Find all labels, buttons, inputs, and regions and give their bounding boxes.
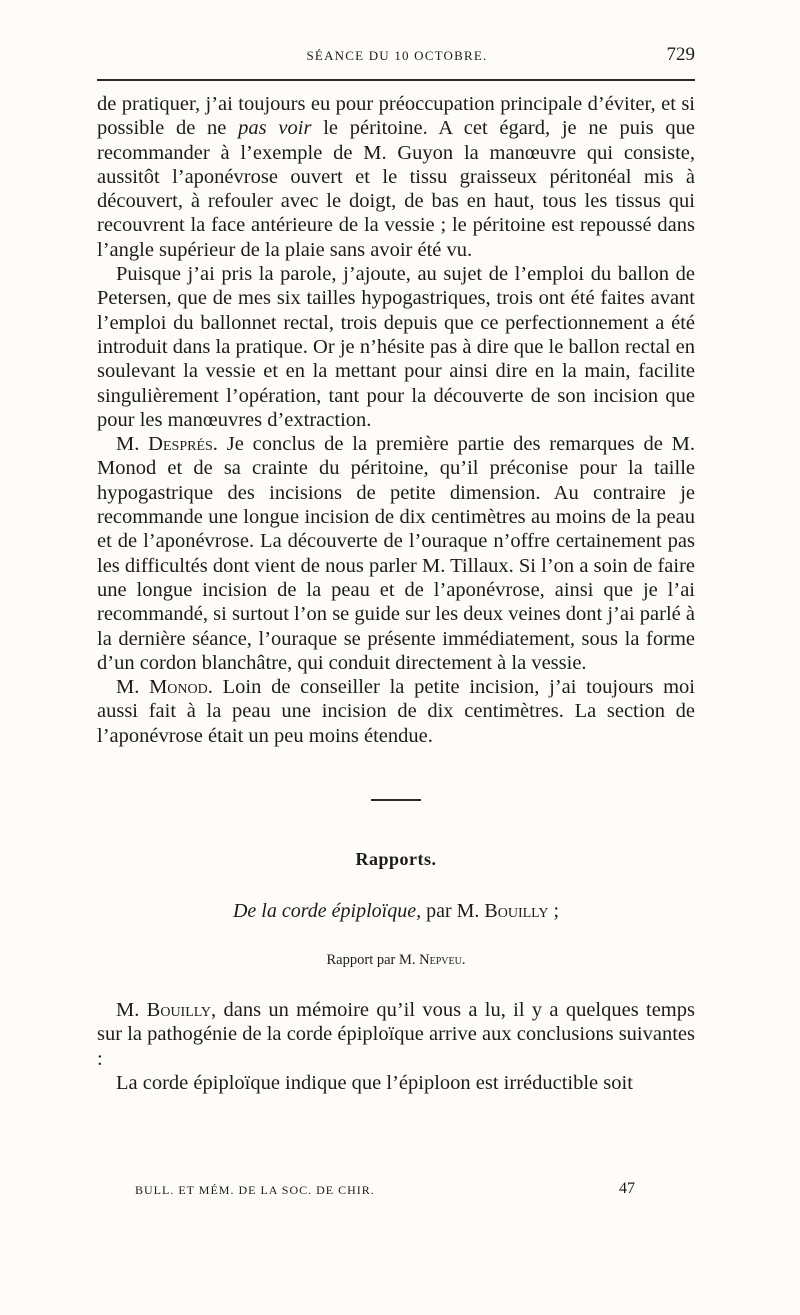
report-title-end: ; <box>548 900 560 923</box>
page-number: 729 <box>666 44 695 65</box>
gathering-number: 47 <box>619 1180 635 1197</box>
rapporteur-name: Nepveu <box>419 951 462 968</box>
header-rule <box>97 79 695 81</box>
report-author: Bouilly <box>484 900 549 923</box>
paragraph-continuation <box>97 92 695 262</box>
report-subtitle <box>97 948 695 972</box>
paragraph-corde: La corde épiploïque indique que l’épiploon est irréductible soit <box>116 1071 633 1094</box>
running-header <box>97 44 697 72</box>
running-title: SÉANCE DU 10 OCTOBRE. <box>306 48 488 63</box>
emphasis-text: pas voir <box>238 117 312 140</box>
page-footer <box>135 1180 645 1203</box>
report-title <box>97 899 695 923</box>
paragraph-text: le péritoine. A cet égard, je ne puis que recommander à l’exemple de M. Guyon la manœuvre qui consiste, aussitôt l’aponévrose ouvert et le tissu graisseux péritonéal mis à découvert, à refouler avec le doigt, de bas en haut, tous les tissus qui recouvrent la face antérieure de la vessie ; le péritoine est repoussé dans l’angle supérieur de la plaie sans avoir été vu. <box>97 117 696 261</box>
paragraph-ballon: Puisque j’ai pris la parole, j’ajoute, au sujet de l’emploi du ballon de Petersen, que de mes six tailles hypogastriques, trois ont été faites avant l’emploi du ballonnet rectal, trois depuis que ce perfectionnement a été introduit dans la pratique. Or je n’hésite pas à dire que le ballon rectal en soulevant la vessie et en la mettant pour ainsi dire en la main, facilite singulièrement l’opération, tant pour la découverte de son incision que pour les manœuvres d’extraction. <box>97 263 695 431</box>
report-sub-end: . <box>461 951 466 968</box>
paragraph-monod <box>97 675 695 748</box>
paragraph-despres <box>97 432 695 675</box>
report-title-by: par M. <box>421 900 485 923</box>
section-title: Rapports. <box>355 849 437 870</box>
paragraph-bouilly <box>97 998 695 1071</box>
section-separator <box>371 799 421 801</box>
report-sub-label: Rapport par M. <box>326 951 420 968</box>
page-body <box>97 92 695 1095</box>
paragraph-text: de pratiquer, j’ai toujours eu pour préoccupation principale d’éviter, et si possible de ne <box>97 93 695 140</box>
journal-signature: BULL. ET MÉM. DE LA SOC. DE CHIR. <box>135 1183 375 1197</box>
paragraph-text: dans un mémoire qu’il vous a lu, il y a quelques temps sur la pathogénie de la corde épiploïque arrive aux conclusions suivantes : <box>97 998 695 1070</box>
report-title-subject: De la corde épiploïque, <box>232 900 422 923</box>
paragraph-text: Loin de conseiller la petite incision, j’ai toujours moi aussi fait à la peau une incision de dix centimètres. La section de l’aponévrose était un peu moins étendue. <box>97 676 695 747</box>
speaker-name: M. Bouilly, <box>116 998 217 1021</box>
paragraph-text: Je conclus de la première partie des remarques de M. Monod et de sa crainte du péritoine, qu’il préconise pour la taille hypogastrique des incisions de petite dimension. Au contraire je recommande une longue incision de dix centimètres au moins de la peau et de l’aponévrose. La découverte de l’ouraque n’offre certainement pas les difficultés dont vient de nous parler M. Tillaux. Si l’on a soin de faire une longue incision de la peau et de l’aponévrose, ainsi que je l’ai recommandé, si surtout l’on se guide sur les deux veines dont j’ai parlé à la dernière séance, l’ouraque se présente immédiatement, sous la forme d’un cordon blanchâtre, qui conduit directement à la vessie. <box>97 433 695 674</box>
speaker-name: M. Monod. <box>116 676 213 699</box>
speaker-name: M. Després. <box>116 433 218 456</box>
